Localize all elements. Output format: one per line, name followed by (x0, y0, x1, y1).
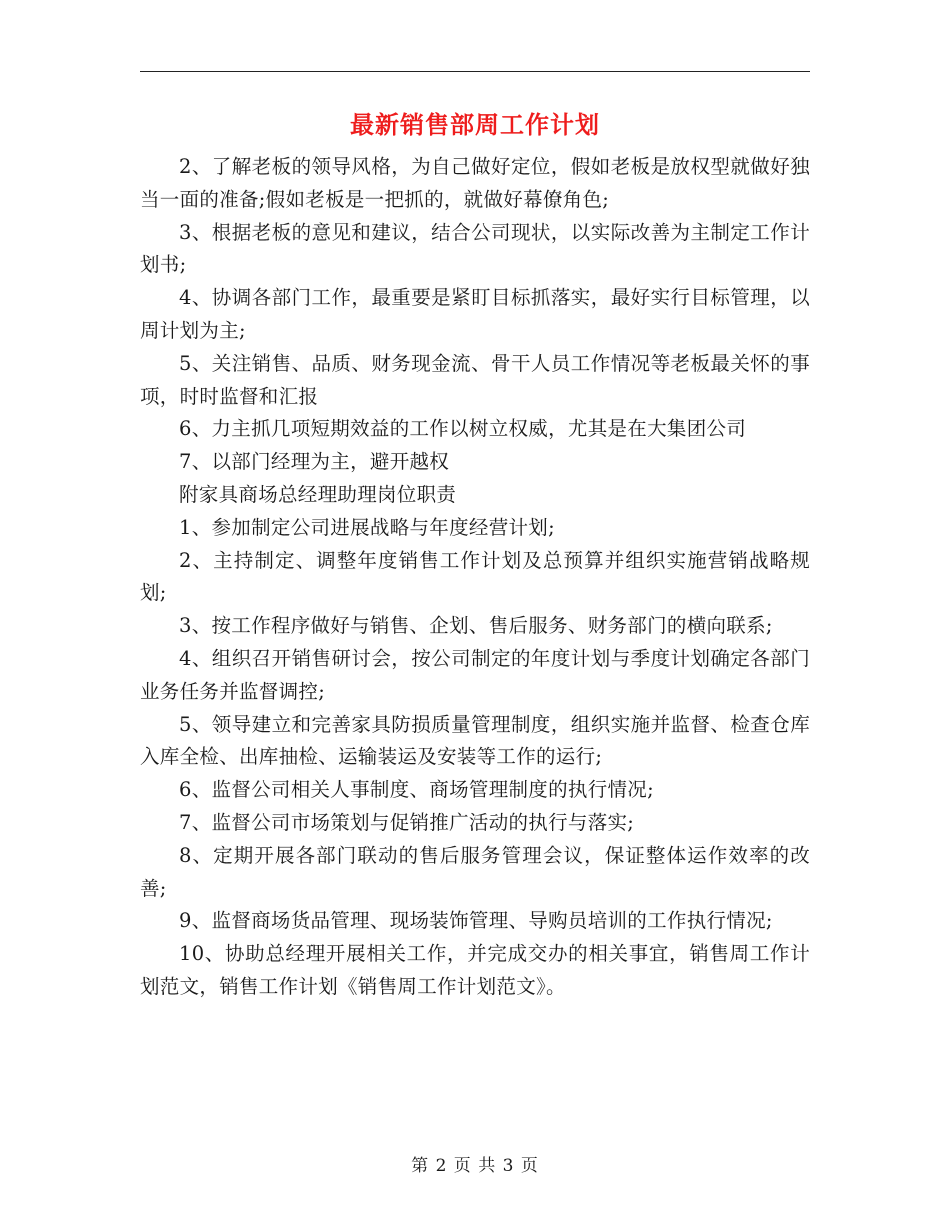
paragraph: 8、定期开展各部门联动的售后服务管理会议，保证整体运作效率的改善; (140, 843, 810, 900)
paragraph: 9、监督商场货品管理、现场装饰管理、导购员培训的工作执行情况; (179, 909, 773, 933)
paragraph: 7、监督公司市场策划与促销推广活动的执行与落实; (179, 810, 635, 834)
document-body (140, 151, 810, 1004)
paragraph: 3、根据老板的意见和建议，结合公司现状，以实际改善为主制定工作计划书; (140, 220, 810, 277)
paragraph: 3、按工作程序做好与销售、企划、售后服务、财务部门的横向联系; (179, 614, 773, 638)
paragraph: 1、参加制定公司进展战略与年度经营计划; (179, 515, 555, 539)
section-heading: 附家具商场总经理助理岗位职责 (179, 482, 457, 506)
page-number: 第 2 页 共 3 页 (411, 1156, 539, 1176)
paragraph: 10、协助总经理开展相关工作，并完成交办的相关事宜，销售周工作计划范文，销售工作计划《销售周工作计划范文》。 (140, 942, 810, 998)
paragraph: 7、以部门经理为主，避开越权 (179, 450, 450, 474)
paragraph: 5、领导建立和完善家具防损质量管理制度，组织实施并监督、检查仓库入库全检、出库抽检、运输装运及安装等工作的运行; (140, 712, 810, 769)
header-rule (140, 71, 810, 72)
paragraph: 2、了解老板的领导风格，为自己做好定位，假如老板是放权型就做好独当一面的准备;假如老板是一把抓的，就做好幕僚角色; (140, 155, 810, 211)
paragraph: 4、协调各部门工作，最重要是紧盯目标抓落实，最好实行目标管理，以周计划为主; (140, 286, 810, 342)
paragraph: 4、组织召开销售研讨会，按公司制定的年度计划与季度计划确定各部门业务任务并监督调控; (140, 646, 810, 703)
paragraph: 6、力主抓几项短期效益的工作以树立权威，尤其是在大集团公司 (179, 417, 747, 441)
paragraph: 5、关注销售、品质、财务现金流、骨干人员工作情况等老板最关怀的事项，时时监督和汇报 (140, 351, 810, 408)
document-title: 最新销售部周工作计划 (350, 111, 600, 139)
paragraph: 2、主持制定、调整年度销售工作计划及总预算并组织实施营销战略规划; (140, 548, 810, 605)
paragraph: 6、监督公司相关人事制度、商场管理制度的执行情况; (179, 778, 654, 802)
